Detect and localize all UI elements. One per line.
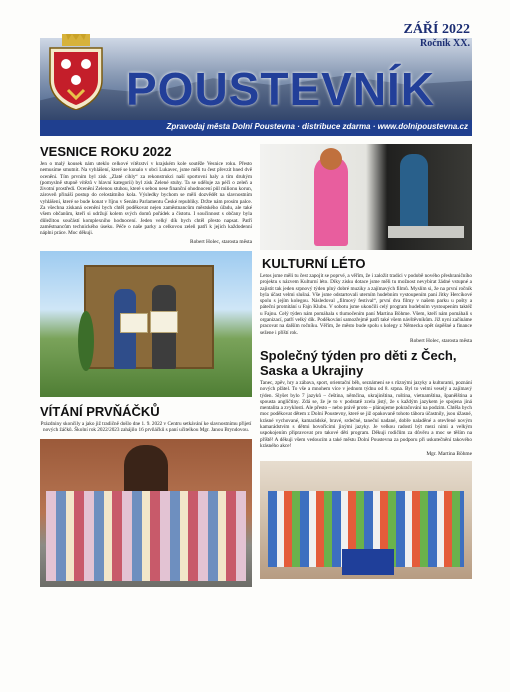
- certificate-right: [150, 311, 178, 333]
- photo-first-graders: [40, 439, 252, 587]
- flower-bouquet: [78, 311, 94, 371]
- issue-volume: Ročník XX.: [419, 38, 470, 49]
- town-crest-icon: [48, 34, 104, 110]
- article-signature-spolecny: Mgr. Martina Böhme: [426, 451, 472, 458]
- wooden-stage: [84, 265, 214, 369]
- left-column: [40, 144, 252, 587]
- article-signature-kulturni: Robert Holec, starosta města: [410, 337, 472, 344]
- article-text-spolecny: Tanec, zpěv, hry a zábava, sport, orientační běh, seznámení se s různými jazyky a kulturami, poznání nových přátel. To vše a mnohem více v jednom týdnu od 8. srpna. Byl to velmi veselý a zajímavý týden. Slyšet bylo 7 jazyků – čeština, němčina, ukrajinština, ruština, vietnamština, španělština a spousta angličtiny. Zdá se, že je to v podstatě zcela jistý, že s každým jazykem je spojena jiná mentalita a zvyklosti. Ale přesto – nebo právě proto – plánujeme pokračování na podzim. Chtěla bych moc poděkovat dětem z Dolní Poustevny, které se již opakovaně tohoto tábora účastnily, jsou úžasné, krásné vychované, kamarádské, bravé, srdečné, taneční nadané, dobře naladěné a otevřené novým kamarádstvím s dětmi hovořícími jinými jazyky. Je velkou radostí být mezi nimi a velkým uspokojením připravovat pro takové děti program. Děkuji rodičům za důvěru a moc se těším na příště! A děkuji všem vedoucím a také městu Dolní Poustevna za podporu při uskutečnění takového krásného akce!: [260, 379, 472, 449]
- photo-children-camp: [260, 461, 472, 579]
- certificate-left: [120, 313, 148, 333]
- article-heading-spolecny: Společný týden pro děti z Čech, Saska a Ukrajiny: [260, 347, 457, 378]
- keyboard: [388, 226, 464, 238]
- article-text-kulturni: Letos jsme měli tu čest zapojit se poprvé, a věřím, že i založit tradici v podobě nového přeshraničního projektu s názvem Kulturní léto. Díky zisku dotace jsme měli tu možnost nevybírat žádné vstupné a zajistit tak jeden srpnový týden plný dobré muziky a zajímavých filmů. Myslím si, že na první ročník byla účast velmi slušná. Vše jsme odstartovali uterním hudebním vystoupením paní Jitky Hercíkové spolu s jejím kolegou. Následoval „filmový festival“, první dva filmy v našem parku u pošty a páteční promítání u Fajn Klubu. V sobotu jsme ukončili celý program hudebním vystoupením taktéž u Fajnu. Celý týden nám pomáhala s tlumočením paní Martina Böhme. Všem, kteří nám pomáhali s organizací, patří velký dík. Poděkování samozřejmě patří také všem návštěvníkům. Již nyní začínáme pracovat na dalším ročníku. Věřím, že město bude spolu s kolegy z Německa opět úspěšné a finance sežene i příští rok.: [260, 273, 472, 336]
- article-text-vesnice: Jen o malý kousek nám uteklo celkové vítězství v krajském kole soutěže Vesnice roku. Přesto nemusíme smutnit. Na vyhlášení, které se konalo v obci Lukavec, jsme měli tu čest převzít hned dvě ocenění. Tím prvním byl zisk „Zlaté cihly“ za rekonstrukci naší sportovní haly a tím druhým (pomyslně stupně vítězů v hlavní kategorii) byl zisk Zelené stuhy. Ta se uděluje za péči o zeleň a životní prostředí. Ocenění Zelenou stuhou, které s sebou nese finanční ohodnocení půl milionu korun, zároveň přináší postup do celostátního kola. Výsledky bychom se měli dozvědět na slavnostním vyhlášení, které se bude konat v říjnu v Senátu Parlamentu České republiky. Držte nám prosím palce. Za všechna získaná ocenění bych chtěl poděkovat nejen zaměstnancům městského úřadu, ale také všem občanům, kteří si udržují kolem svých domů pořádek a čistotu. I součinnost s občany byla důležitou součástí komplexního hodnocení. Jeden velký dík bych chtěl přesto napsat. Patří zaměstnancům technického úseku. Péče o naše parky a celkovou zeleň patří k jejich každodenní náplni práce. Moc děkuji.: [40, 161, 252, 237]
- masthead-title: POUSTEVNÍK: [126, 63, 436, 115]
- article-heading-vitani: VÍTÁNÍ PRVŇÁČKŮ: [40, 403, 160, 419]
- photo-concert: [260, 144, 472, 250]
- article-signature-vesnice: Robert Holec, starosta města: [190, 238, 252, 245]
- article-heading-kulturni: KULTURNÍ LÉTO: [262, 256, 366, 271]
- article-heading-vesnice: VESNICE ROKU 2022: [40, 144, 172, 159]
- male-guitarist: [400, 154, 428, 234]
- eu-flag: [342, 549, 394, 575]
- article-text-vitani: Prázdniny skončily a jako již tradičně došlo dne 1. 9. 2022 v Centru setkávání ke slavnostnímu přijetí nových žáčků. Školní rok 2022/2023 zahájilo 16 prvňáčků s paní učitelkou Mgr. Janou Bryndovou.: [40, 420, 252, 433]
- masthead: [40, 22, 472, 134]
- group-of-children: [46, 491, 246, 581]
- right-column: [260, 144, 472, 579]
- photo-award-ceremony: [40, 251, 252, 397]
- masthead-tagline: Zpravodaj města Dolní Poustevna · distribuce zdarma · www.dolnipoustevna.cz: [166, 122, 468, 131]
- singer-hair: [320, 148, 342, 170]
- issue-date: ZÁŘÍ 2022: [403, 22, 470, 37]
